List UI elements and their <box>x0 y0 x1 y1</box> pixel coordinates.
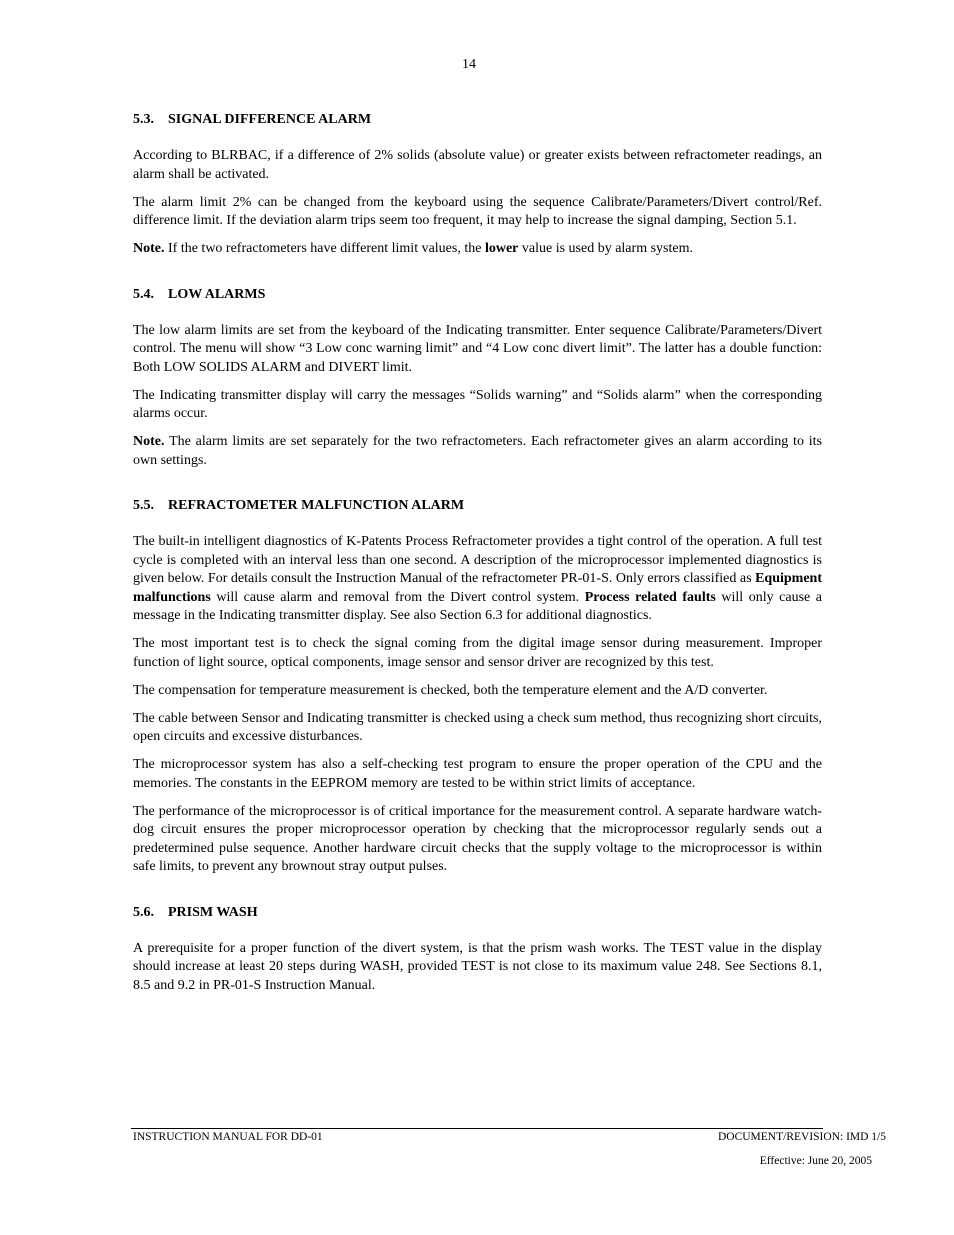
footer-effective-date: Effective: June 20, 2005 <box>759 1155 872 1167</box>
section-heading <box>133 286 822 304</box>
text-run: The compensation for temperature measurement is checked, both the temperature element and the A/D converter. <box>133 682 768 698</box>
footer-divider <box>131 1128 823 1129</box>
text-run: will cause alarm and removal from the Divert control system. <box>210 589 585 605</box>
section-title: LOW ALARMS <box>168 286 266 302</box>
section-number: 5.4. <box>133 286 154 302</box>
paragraph <box>133 710 822 747</box>
paragraph <box>133 635 822 672</box>
section-5-4 <box>133 286 822 471</box>
text-run: The low alarm limits are set from the keyboard of the Indicating transmitter. Enter sequence Calibrate/Parameters/Divert control. The menu will show “3 Low conc warning limit” and “4 Low conc divert limit”. The latter has a double function: Both LOW SOLIDS ALARM and DIVERT limit. <box>133 322 822 375</box>
section-title: SIGNAL DIFFERENCE ALARM <box>168 112 372 127</box>
section-title: REFRACTOMETER MALFUNCTION ALARM <box>168 498 465 513</box>
section-heading <box>133 111 822 129</box>
paragraph <box>133 433 822 470</box>
text-run: The Indicating transmitter display will carry the messages “Solids warning” and “Solids alarm” when the corresponding alarms occur. <box>133 387 822 421</box>
paragraph <box>133 194 822 231</box>
text-run: The alarm limit 2% can be changed from the keyboard using the sequence Calibrate/Parameters/Divert control/Ref. difference limit. If the deviation alarm trips seem too frequent, it may help to increase the signal damping, Section 5.1. <box>133 194 822 228</box>
section-title: PRISM WASH <box>168 904 258 920</box>
paragraph <box>133 756 822 793</box>
section-number: 5.6. <box>133 904 154 920</box>
paragraph <box>133 147 822 184</box>
paragraph <box>133 240 822 259</box>
section-5-5 <box>133 497 822 877</box>
paragraph <box>133 803 822 877</box>
text-run: The microprocessor system has also a self-checking test program to ensure the proper operation of the CPU and the memories. The constants in the EEPROM memory are tested to be within strict limits of acceptance. <box>133 757 822 791</box>
section-number: 5.3. <box>133 112 154 127</box>
text-run: The performance of the microprocessor is of critical importance for the measurement control. A separate hardware watch-dog circuit ensures the proper microprocessor operation by checking that the microprocessor regularly sends out a predetermined pulse sequence. Another hardware circuit checks that the supply voltage to the microprocessor is within safe limits, to prevent any brownout stray output pulses. <box>133 803 822 874</box>
emphasis-text: Process related faults <box>584 589 716 605</box>
paragraph <box>133 682 822 701</box>
text-run: will only cause a message in the Indicating transmitter display. See also Section 6.3 for additional diagnostics. <box>133 589 822 623</box>
emphasis-text: lower <box>484 241 519 256</box>
section-heading <box>133 497 822 515</box>
paragraph <box>133 533 822 626</box>
emphasis-text: Note. <box>133 434 165 449</box>
section-number: 5.5. <box>133 498 154 513</box>
emphasis-text: Equipment malfunctions <box>133 571 822 605</box>
text-run: The alarm limits are set separately for the two refractometers. Each refractometer gives an alarm according to its own settings. <box>133 434 822 468</box>
footer-manual-title: INSTRUCTION MANUAL FOR DD-01 <box>133 1131 323 1143</box>
section-5-3 <box>133 111 822 259</box>
document-body <box>133 111 822 1022</box>
paragraph <box>133 940 822 996</box>
text-run: The cable between Sensor and Indicating transmitter is checked using a check sum method, thus recognizing short circuits, open circuits and excessive disturbances. <box>133 710 822 744</box>
paragraph <box>133 322 822 378</box>
text-run: The most important test is to check the signal coming from the digital image sensor during measurement. Improper function of light source, optical components, image sensor and sensor driver are recognized by this test. <box>133 636 822 670</box>
section-5-6 <box>133 904 822 996</box>
text-run: According to BLRBAC, if a difference of 2% solids (absolute value) or greater exists between refractometer readings, an alarm shall be activated. <box>133 148 822 182</box>
text-run: If the two refractometers have different limit values, the <box>164 241 485 256</box>
footer-document-revision: DOCUMENT/REVISION: IMD 1/5 <box>717 1131 886 1143</box>
text-run: A prerequisite for a proper function of the divert system, is that the prism wash works. The TEST value in the display should increase at least 20 steps during WASH, provided TEST is not close to its maximum value 248. See Sections 8.1, 8.5 and 9.2 in PR-01-S Instruction Manual. <box>133 940 822 993</box>
emphasis-text: Note. <box>133 241 165 256</box>
section-heading <box>133 904 822 922</box>
paragraph <box>133 387 822 424</box>
page-number: 14 <box>462 57 476 72</box>
text-run: value is used by alarm system. <box>518 241 693 256</box>
text-run: The built-in intelligent diagnostics of K-Patents Process Refractometer provides a tight control of the operation. A full test cycle is completed with an interval less than one second. A description of the microprocessor implemented diagnostics is given below. For details consult the Instruction Manual of the refractometer PR-01-S. Only errors classified as <box>133 534 822 586</box>
